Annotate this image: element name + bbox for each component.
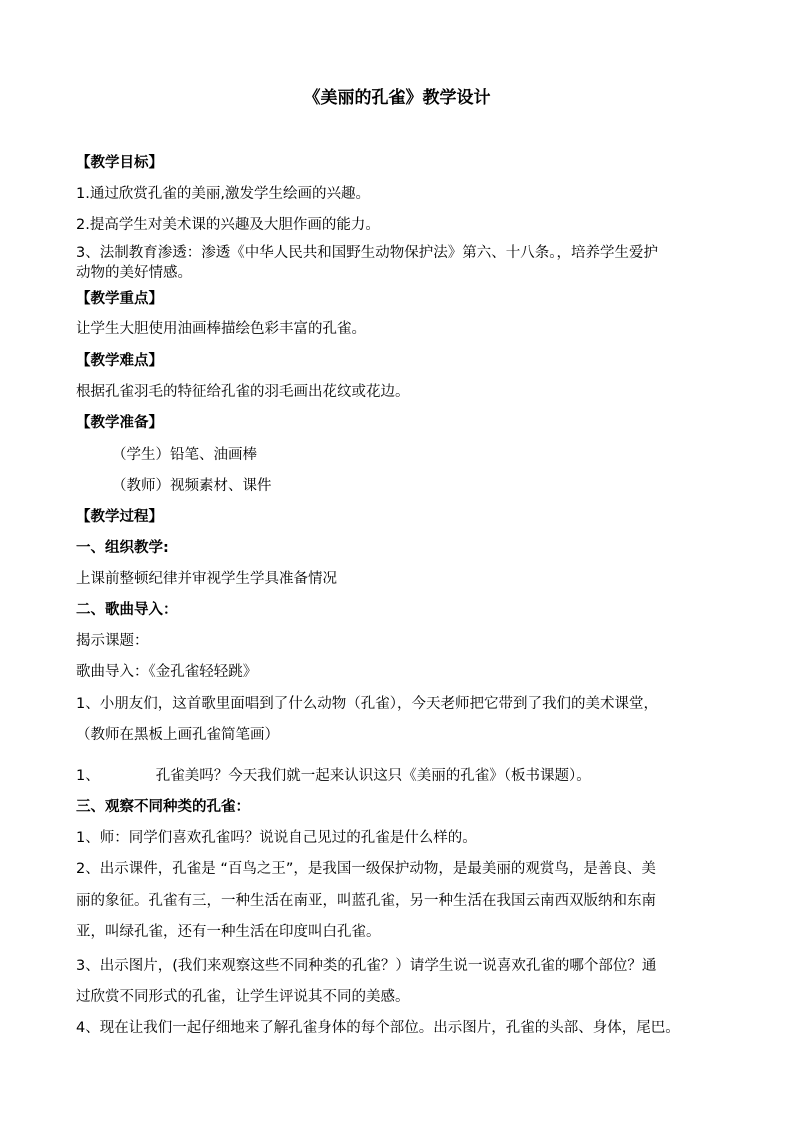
section2-heading: 二、歌曲导入： bbox=[76, 602, 178, 618]
goal-line-1: 1.通过欣赏孔雀的美丽,激发学生绘画的兴趣。 bbox=[76, 186, 370, 202]
section3-line-5: 3、出示图片，(我们来观察这些不同种类的孔雀？）请学生说一说喜欢孔雀的哪个部位？通 bbox=[76, 958, 657, 974]
section2-line-4: （教师在黑板上画孔雀简笔画） bbox=[76, 727, 279, 743]
section2-line-2: 歌曲导入：《金孔雀轻轻跳》 bbox=[76, 664, 258, 680]
heading-goals: 【教学目标】 bbox=[76, 155, 163, 171]
key-point-text: 让学生大胆使用油画棒描绘色彩丰富的孔雀。 bbox=[76, 321, 366, 337]
section3-line-3: 丽的象征。孔雀有三，一种生活在南亚，叫蓝孔雀，另一种生活在我国云南西双版纳和东南 bbox=[76, 893, 656, 909]
section3-line-7: 4、现在让我们一起仔细地来了解孔雀身体的每个部位。出示图片，孔雀的头部、身体，尾巴。 bbox=[76, 1020, 680, 1036]
heading-process: 【教学过程】 bbox=[76, 509, 163, 525]
section1-heading: 一、组织教学: bbox=[76, 540, 169, 556]
section2-line-3: 1、小朋友们，这首歌里面唱到了什么动物（孔雀），今天老师把它带到了我们的美术课堂， bbox=[76, 696, 658, 712]
heading-difficulties: 【教学难点】 bbox=[76, 353, 163, 369]
section3-line-1: 1、师：同学们喜欢孔雀吗？说说自己见过的孔雀是什么样的。 bbox=[76, 830, 477, 846]
section2-numbered-item bbox=[76, 765, 591, 787]
heading-preparation: 【教学准备】 bbox=[76, 415, 163, 431]
section2-item-text: 孔雀美吗？今天我们就一起来认识这只《美丽的孔雀》（板书课题）。 bbox=[155, 768, 591, 784]
goal-line-3: 3、法制教育渗透：渗透《中华人民共和国野生动物保护法》第六、十八条。，培养学生爱护 bbox=[76, 245, 658, 261]
difficulty-text: 根据孔雀羽毛的特征给孔雀的羽毛画出花纹或花边。 bbox=[76, 384, 410, 400]
goal-line-4: 动物的美好情感。 bbox=[76, 265, 192, 281]
section3-line-4: 亚，叫绿孔雀，还有一种生活在印度叫白孔雀。 bbox=[76, 924, 381, 940]
heading-key-points: 【教学重点】 bbox=[76, 291, 163, 307]
section3-heading: 三、观察不同种类的孔雀： bbox=[76, 799, 250, 815]
section3-line-2: 2、出示课件，孔雀是 “百鸟之王”，是我国一级保护动物，是最美丽的观赏鸟，是善良、美 bbox=[76, 861, 656, 877]
section1-text: 上课前整顿纪律并审视学生学具准备情况 bbox=[76, 571, 337, 587]
preparation-student: （学生）铅笔、油画棒 bbox=[112, 447, 257, 463]
section2-item-number: 1、 bbox=[76, 768, 100, 784]
goal-line-2: 2.提高学生对美术课的兴趣及大胆作画的能力。 bbox=[76, 217, 380, 233]
preparation-teacher: （教师）视频素材、课件 bbox=[112, 478, 272, 494]
section2-line-1: 揭示课题： bbox=[76, 633, 149, 649]
document-title: 《美丽的孔雀》教学设计 bbox=[303, 88, 491, 108]
section3-line-6: 过欣赏不同形式的孔雀，让学生评说其不同的美感。 bbox=[76, 989, 410, 1005]
